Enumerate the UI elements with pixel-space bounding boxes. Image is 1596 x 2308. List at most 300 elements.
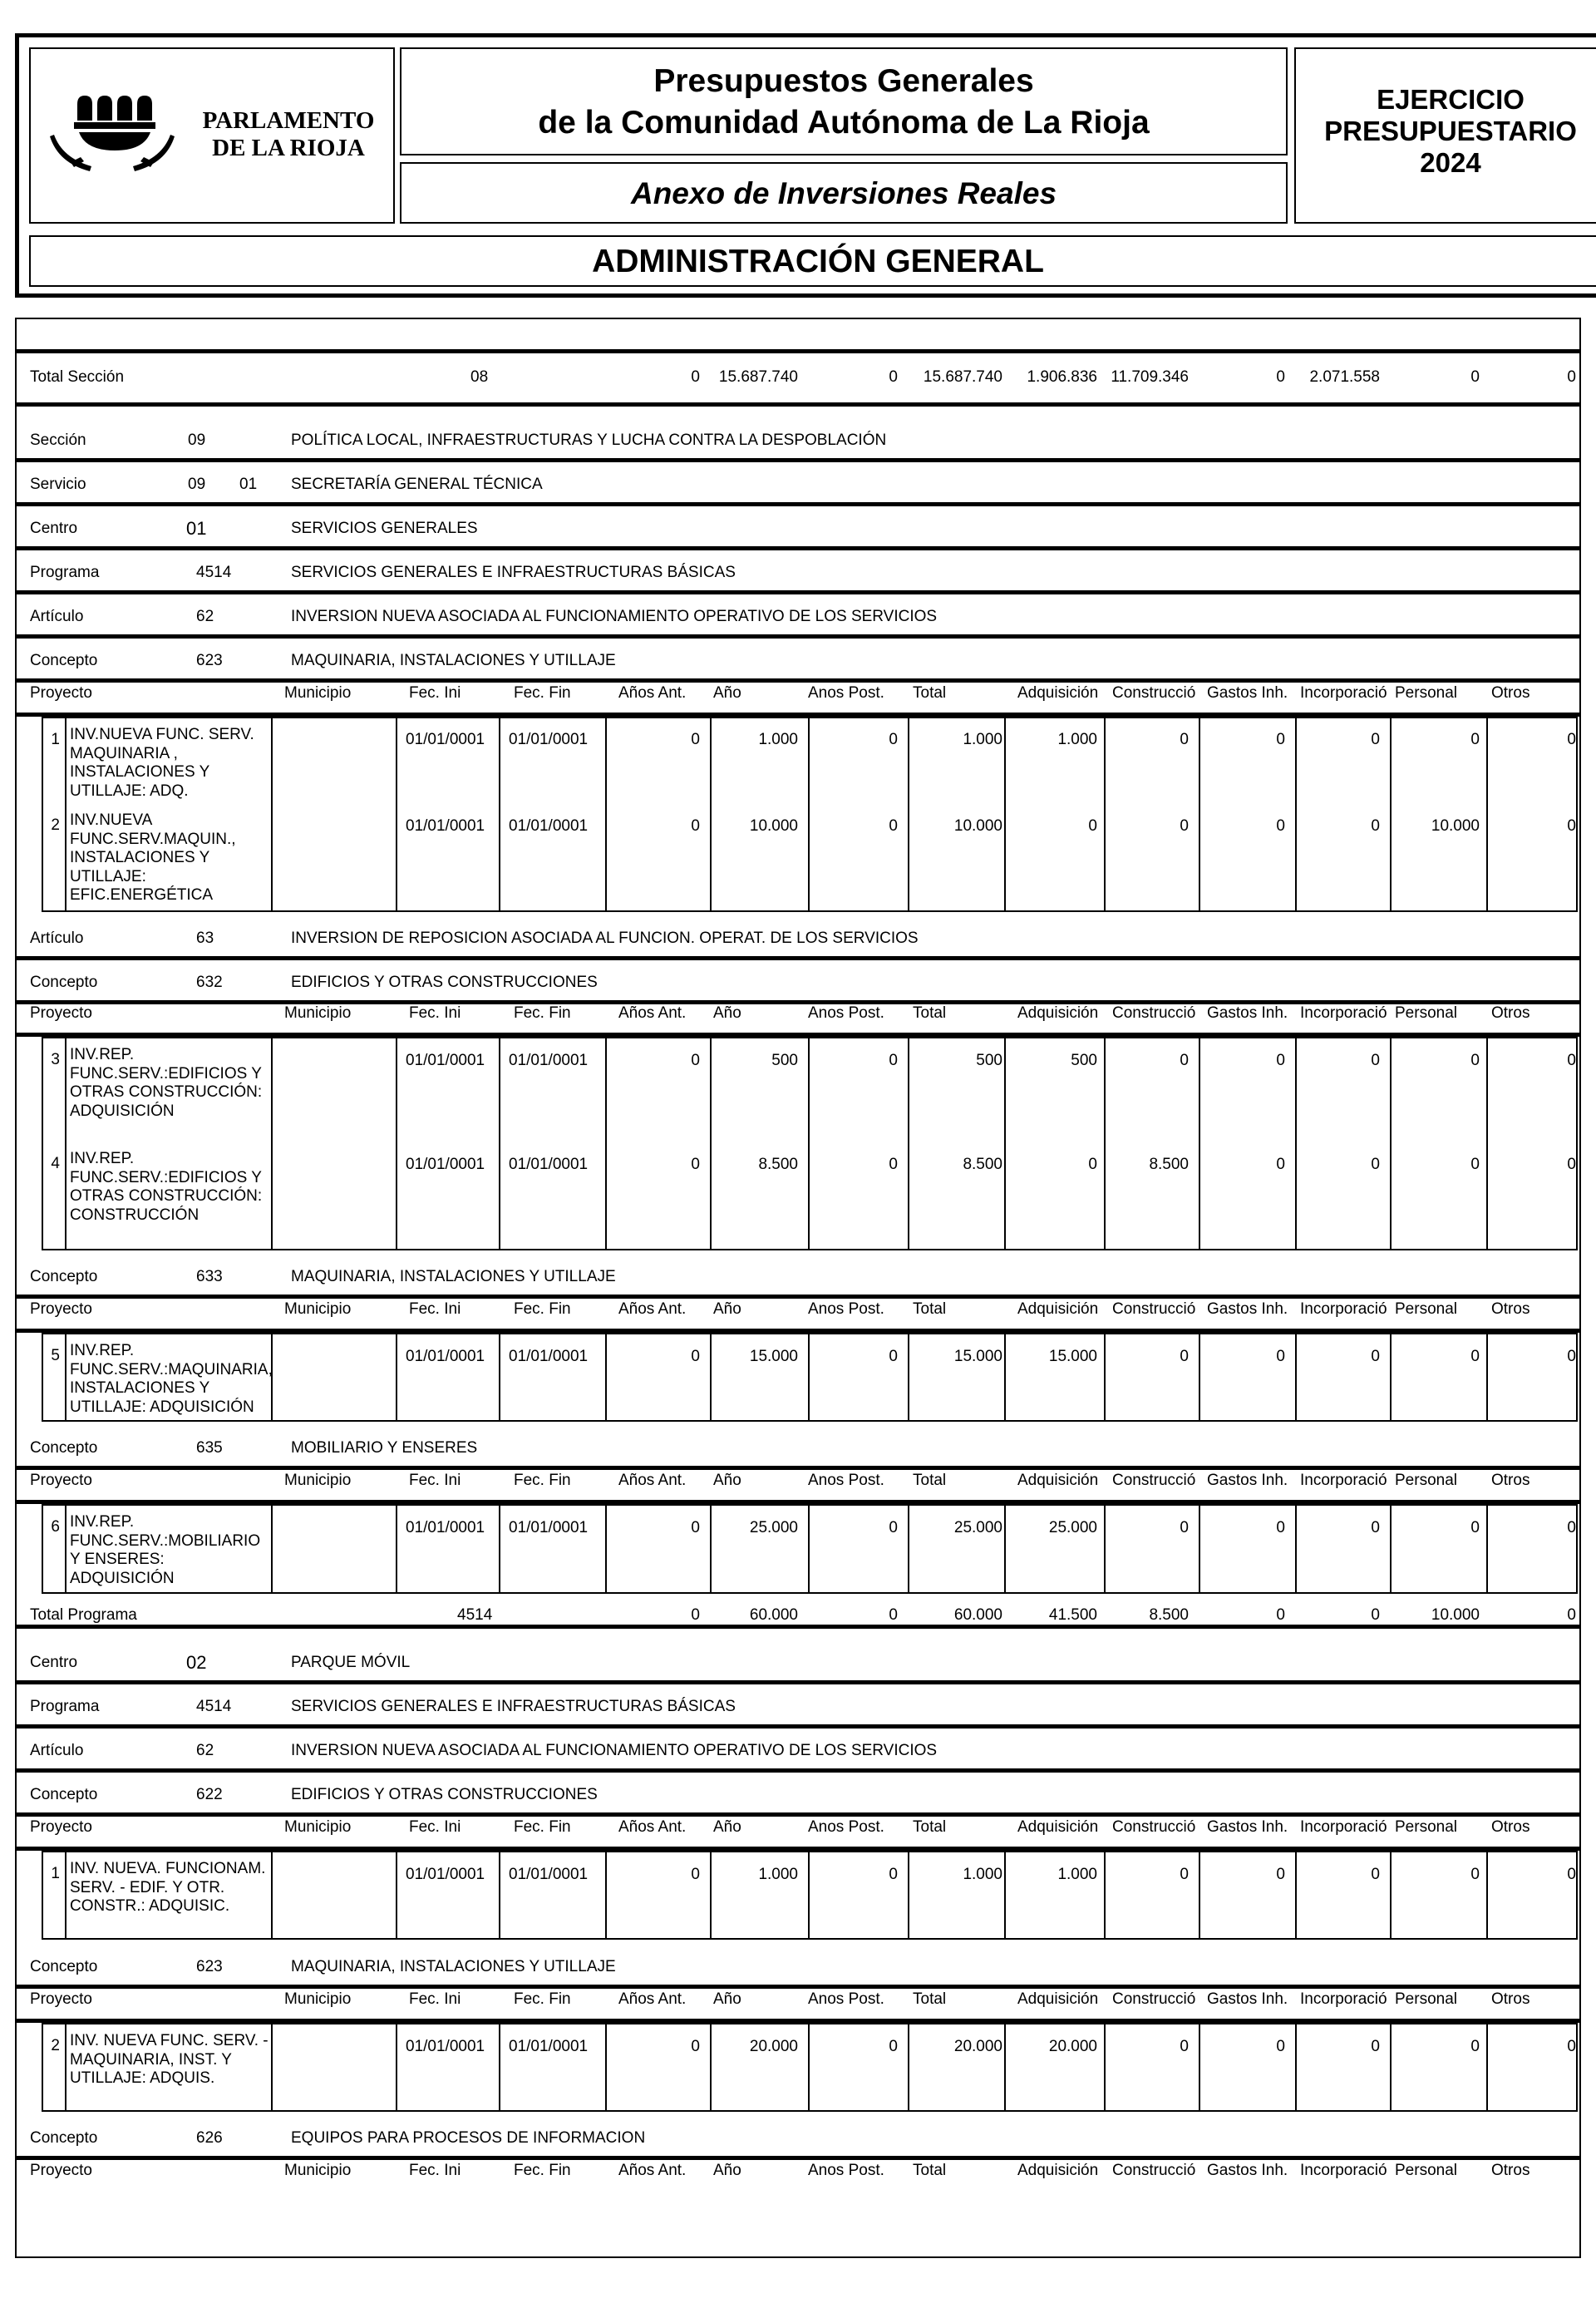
project-value: 0 <box>1276 731 1285 748</box>
project-value: 10.000 <box>749 817 798 835</box>
column-header-gastos: Gastos Inh. <box>1207 1990 1288 2008</box>
row-level-label: Concepto <box>30 1958 98 1975</box>
column-header-ano: Año <box>713 1990 741 2008</box>
row-level-desc: SERVICIOS GENERALES <box>291 520 478 537</box>
project-value: 0 <box>691 1156 700 1173</box>
row-level-code: 635 <box>196 1439 223 1457</box>
project-description: INV.NUEVA FUNC.SERV.MAQUIN., INSTALACIONES Y UTILLAJE: EFIC.ENERGÉTICA <box>70 811 236 904</box>
row-level-desc: MAQUINARIA, INSTALACIONES Y UTILLAJE <box>291 652 616 669</box>
column-header-fec-ini: Fec. Ini <box>409 1472 461 1489</box>
column-header-otros: Otros <box>1491 1990 1530 2008</box>
row-level-desc: MOBILIARIO Y ENSERES <box>291 1439 478 1457</box>
project-value: 0 <box>1567 1866 1576 1883</box>
row-separator <box>17 634 1579 639</box>
column-header-adquisicion: Adquisición <box>1017 1004 1099 1022</box>
column-header-fec-fin: Fec. Fin <box>514 1818 571 1836</box>
row-level-label: Servicio <box>30 476 86 493</box>
project-value: 0 <box>691 1866 700 1883</box>
total-programa-value: 0 <box>889 1606 898 1624</box>
cell-border <box>396 1504 397 1594</box>
parliament-emblem-icon <box>46 89 179 187</box>
row-level-desc: MAQUINARIA, INSTALACIONES Y UTILLAJE <box>291 1268 616 1285</box>
column-header-anos-post: Anos Post. <box>808 1990 884 2008</box>
project-value: 8.500 <box>963 1156 1002 1173</box>
project-value: 25.000 <box>953 1519 1002 1536</box>
total-seccion-value: 0 <box>1470 368 1480 386</box>
logo-line-2: DE LA RIOJA <box>212 135 365 161</box>
project-value: 0 <box>1180 1348 1189 1365</box>
column-header-total: Total <box>913 1472 947 1489</box>
cell-border <box>808 1504 810 1594</box>
column-header-municipio: Municipio <box>284 1990 352 2008</box>
cell-border <box>1390 2023 1392 2112</box>
project-value: 0 <box>1567 1052 1576 1069</box>
column-header-fec-ini: Fec. Ini <box>409 1300 461 1318</box>
column-header-municipio: Municipio <box>284 1300 352 1318</box>
project-value: 1.000 <box>1057 1866 1097 1883</box>
project-value: 0 <box>1088 817 1097 835</box>
total-seccion-code: 08 <box>470 368 489 386</box>
row-level-code: 63 <box>196 930 214 947</box>
cell-border <box>42 717 1576 718</box>
column-header-incorporacion: Incorporació <box>1300 2162 1387 2179</box>
project-value: 0 <box>889 1519 898 1536</box>
column-header-adquisicion: Adquisición <box>1017 1990 1099 2008</box>
project-fec-fin: 01/01/0001 <box>509 731 589 748</box>
cell-border <box>1199 1851 1200 1940</box>
row-level-code: 4514 <box>196 564 232 581</box>
project-fec-fin: 01/01/0001 <box>509 1156 589 1173</box>
column-header-otros: Otros <box>1491 684 1530 702</box>
project-value: 0 <box>1180 2038 1189 2055</box>
row-level-desc: SERVICIOS GENERALES E INFRAESTRUCTURAS BÁSICAS <box>291 1698 736 1715</box>
project-value: 0 <box>1276 1519 1285 1536</box>
cell-border <box>1104 1504 1106 1594</box>
cell-border <box>710 1333 712 1422</box>
cell-border <box>396 717 397 912</box>
row-level-label: Concepto <box>30 1786 98 1803</box>
project-value: 0 <box>691 731 700 748</box>
cell-border <box>808 2023 810 2112</box>
total-seccion-value: 11.709.346 <box>1111 368 1189 386</box>
row-level-code: 01 <box>186 518 207 539</box>
row-level-code: 09 <box>188 476 206 493</box>
project-value: 500 <box>771 1052 798 1069</box>
project-number: 1 <box>51 1865 60 1882</box>
project-number: 2 <box>51 2037 60 2054</box>
total-programa-label: Total Programa <box>30 1606 137 1624</box>
column-header-adquisicion: Adquisición <box>1017 684 1099 702</box>
logo-box <box>29 47 395 224</box>
cell-border <box>710 2023 712 2112</box>
column-header-otros: Otros <box>1491 1818 1530 1836</box>
column-header-adquisicion: Adquisición <box>1017 1472 1099 1489</box>
column-header-anos-post: Anos Post. <box>808 1818 884 1836</box>
project-number: 4 <box>51 1155 60 1172</box>
project-description: INV. NUEVA. FUNCIONAM. SERV. - EDIF. Y OTR. CONSTR.: ADQUISIC. <box>70 1860 266 1915</box>
cell-border <box>42 2110 1576 2112</box>
column-header-proyecto: Proyecto <box>30 1472 92 1489</box>
column-header-construccion: Construcció <box>1112 1990 1196 2008</box>
column-header-personal: Personal <box>1395 684 1457 702</box>
total-programa-value: 10.000 <box>1431 1606 1480 1624</box>
total-seccion-label: Total Sección <box>30 368 125 386</box>
project-value: 8.500 <box>758 1156 798 1173</box>
row-level-desc: MAQUINARIA, INSTALACIONES Y UTILLAJE <box>291 1958 616 1975</box>
column-header-incorporacion: Incorporació <box>1300 1990 1387 2008</box>
project-value: 0 <box>1567 2038 1576 2055</box>
column-header-municipio: Municipio <box>284 684 352 702</box>
ejercicio-line-2: PRESUPUESTARIO <box>1324 116 1577 146</box>
project-value: 0 <box>1276 1052 1285 1069</box>
project-value: 0 <box>1470 731 1480 748</box>
cell-border <box>396 2023 397 2112</box>
project-value: 0 <box>1276 2038 1285 2055</box>
row-level-label: Artículo <box>30 1742 84 1759</box>
column-header-anos-post: Anos Post. <box>808 684 884 702</box>
title-line-1: Presupuestos Generales <box>653 63 1034 99</box>
cell-border <box>1295 1333 1297 1422</box>
column-header-personal: Personal <box>1395 1818 1457 1836</box>
row-level-label: Concepto <box>30 652 98 669</box>
row-separator <box>17 402 1579 407</box>
project-value: 10.000 <box>1431 817 1480 835</box>
column-header-incorporacion: Incorporació <box>1300 1472 1387 1489</box>
row-level-label: Concepto <box>30 1439 98 1457</box>
project-fec-ini: 01/01/0001 <box>406 1348 485 1365</box>
project-value: 0 <box>889 817 898 835</box>
column-header-fec-ini: Fec. Ini <box>409 2162 461 2179</box>
project-value: 0 <box>1276 1866 1285 1883</box>
project-value: 25.000 <box>1048 1519 1097 1536</box>
row-separator <box>17 458 1579 462</box>
row-separator <box>17 956 1579 960</box>
project-value: 0 <box>889 1052 898 1069</box>
project-fec-fin: 01/01/0001 <box>509 1866 589 1883</box>
project-value: 8.500 <box>1149 1156 1189 1173</box>
column-header-total: Total <box>913 2162 947 2179</box>
project-value: 0 <box>1276 817 1285 835</box>
project-fec-fin: 01/01/0001 <box>509 1519 589 1536</box>
report-table <box>15 318 1581 2258</box>
cell-border <box>1295 1504 1297 1594</box>
row-level-label: Centro <box>30 520 78 537</box>
column-header-ano: Año <box>713 2162 741 2179</box>
project-value: 0 <box>1567 1519 1576 1536</box>
project-description: INV.REP. FUNC.SERV.:MOBILIARIO Y ENSERES: ADQUISICIÓN <box>70 1513 261 1587</box>
column-header-construccion: Construcció <box>1112 1300 1196 1318</box>
row-level-code: 09 <box>188 432 206 449</box>
project-value: 1.000 <box>963 731 1002 748</box>
project-fec-ini: 01/01/0001 <box>406 2038 485 2055</box>
section-title: ADMINISTRACIÓN GENERAL <box>29 235 1596 287</box>
column-header-fec-fin: Fec. Fin <box>514 684 571 702</box>
cell-border <box>1576 1504 1578 1594</box>
project-number: 5 <box>51 1347 60 1364</box>
row-level-label: Concepto <box>30 1268 98 1285</box>
column-header-construccion: Construcció <box>1112 1472 1196 1489</box>
column-header-total: Total <box>913 1818 947 1836</box>
column-header-municipio: Municipio <box>284 1004 352 1022</box>
row-separator <box>17 590 1579 594</box>
column-header-construccion: Construcció <box>1112 2162 1196 2179</box>
project-fec-fin: 01/01/0001 <box>509 817 589 835</box>
cell-border <box>1104 2023 1106 2112</box>
column-header-fec-fin: Fec. Fin <box>514 1990 571 2008</box>
row-separator <box>17 1295 1579 1299</box>
row-level-desc: EQUIPOS PARA PROCESOS DE INFORMACION <box>291 2129 646 2147</box>
project-value: 0 <box>1088 1156 1097 1173</box>
total-seccion-value: 0 <box>1567 368 1576 386</box>
project-value: 0 <box>691 817 700 835</box>
row-level-code: 4514 <box>196 1698 232 1715</box>
row-separator <box>17 1985 1579 1989</box>
column-header-incorporacion: Incorporació <box>1300 1818 1387 1836</box>
cell-border <box>1486 1851 1488 1940</box>
row-level-desc: SECRETARÍA GENERAL TÉCNICA <box>291 476 543 493</box>
column-header-fec-fin: Fec. Fin <box>514 2162 571 2179</box>
project-fec-ini: 01/01/0001 <box>406 1052 485 1069</box>
cell-border <box>499 1333 500 1422</box>
project-value: 0 <box>691 2038 700 2055</box>
total-programa-value: 60.000 <box>749 1606 798 1624</box>
cell-border <box>271 717 273 912</box>
project-value: 1.000 <box>758 731 798 748</box>
cell-border <box>808 1333 810 1422</box>
cell-border <box>42 2023 1576 2024</box>
cell-border <box>499 1037 500 1250</box>
cell-border <box>710 1504 712 1594</box>
project-value: 0 <box>1567 731 1576 748</box>
column-header-ano: Año <box>713 1004 741 1022</box>
column-header-incorporacion: Incorporació <box>1300 1004 1387 1022</box>
project-value: 0 <box>691 1519 700 1536</box>
cell-border <box>271 1851 273 1940</box>
column-header-gastos: Gastos Inh. <box>1207 1818 1288 1836</box>
column-header-total: Total <box>913 1004 947 1022</box>
row-level-label: Sección <box>30 432 86 449</box>
report-header <box>15 33 1596 298</box>
cell-border <box>1390 1851 1392 1940</box>
row-level-desc: SERVICIOS GENERALES E INFRAESTRUCTURAS BÁSICAS <box>291 564 736 581</box>
column-header-anos-ant: Años Ant. <box>618 2162 687 2179</box>
column-header-anos-ant: Años Ant. <box>618 1818 687 1836</box>
project-number: 2 <box>51 816 60 834</box>
column-header-anos-ant: Años Ant. <box>618 1472 687 1489</box>
cell-border <box>396 1851 397 1940</box>
cell-border <box>1576 2023 1578 2112</box>
project-fec-ini: 01/01/0001 <box>406 1866 485 1883</box>
cell-border <box>1576 1851 1578 1940</box>
column-header-anos-ant: Años Ant. <box>618 1004 687 1022</box>
column-header-municipio: Municipio <box>284 1472 352 1489</box>
column-header-anos-post: Anos Post. <box>808 1472 884 1489</box>
column-header-proyecto: Proyecto <box>30 1990 92 2008</box>
cell-border <box>1199 2023 1200 2112</box>
cell-border <box>271 2023 273 2112</box>
project-value: 0 <box>1470 1052 1480 1069</box>
project-description: INV.REP. FUNC.SERV.:EDIFICIOS Y OTRAS CONSTRUCCIÓN: CONSTRUCCIÓN <box>70 1150 263 1224</box>
project-value: 0 <box>1371 1519 1380 1536</box>
cell-border <box>1004 1851 1006 1940</box>
column-header-anos-post: Anos Post. <box>808 1004 884 1022</box>
column-header-otros: Otros <box>1491 1300 1530 1318</box>
column-header-ano: Año <box>713 1472 741 1489</box>
column-header-anos-post: Anos Post. <box>808 2162 884 2179</box>
cell-border <box>605 2023 607 2112</box>
total-programa-value: 0 <box>1371 1606 1380 1624</box>
cell-border <box>1486 2023 1488 2112</box>
project-number: 1 <box>51 731 60 748</box>
row-level-code: 62 <box>196 1742 214 1759</box>
cell-border <box>710 1851 712 1940</box>
row-level-desc: EDIFICIOS Y OTRAS CONSTRUCCIONES <box>291 974 598 991</box>
ejercicio-year: 2024 <box>1420 147 1481 178</box>
cell-border <box>908 1333 909 1422</box>
project-value: 15.000 <box>749 1348 798 1365</box>
project-fec-ini: 01/01/0001 <box>406 817 485 835</box>
column-header-ano: Año <box>713 1300 741 1318</box>
row-separator <box>17 1812 1579 1817</box>
column-header-personal: Personal <box>1395 1990 1457 2008</box>
column-header-gastos: Gastos Inh. <box>1207 2162 1288 2179</box>
project-value: 0 <box>1180 1519 1189 1536</box>
row-level-code: 62 <box>196 608 214 625</box>
cell-border <box>1004 2023 1006 2112</box>
cell-border <box>65 1037 66 1250</box>
cell-border <box>1390 1333 1392 1422</box>
project-number: 6 <box>51 1518 60 1536</box>
project-fec-ini: 01/01/0001 <box>406 731 485 748</box>
total-programa-value: 0 <box>691 1606 700 1624</box>
row-separator <box>17 546 1579 550</box>
cell-border <box>396 1333 397 1422</box>
project-value: 0 <box>1276 1348 1285 1365</box>
column-header-gastos: Gastos Inh. <box>1207 684 1288 702</box>
project-number: 3 <box>51 1051 60 1068</box>
row-level-label: Programa <box>30 564 100 581</box>
cell-border <box>808 1851 810 1940</box>
column-header-ano: Año <box>713 684 741 702</box>
column-header-fec-ini: Fec. Ini <box>409 684 461 702</box>
row-level-code: 633 <box>196 1268 223 1285</box>
column-header-proyecto: Proyecto <box>30 684 92 702</box>
project-value: 0 <box>691 1348 700 1365</box>
column-header-personal: Personal <box>1395 1300 1457 1318</box>
row-level-label: Programa <box>30 1698 100 1715</box>
cell-border <box>1004 1504 1006 1594</box>
row-level-code: 623 <box>196 1958 223 1975</box>
project-value: 0 <box>1470 1156 1480 1173</box>
project-value: 0 <box>1276 1156 1285 1173</box>
project-value: 0 <box>1371 1156 1380 1173</box>
project-value: 0 <box>1371 2038 1380 2055</box>
cell-border <box>1104 1333 1106 1422</box>
cell-border <box>65 1851 66 1940</box>
project-value: 0 <box>1470 1348 1480 1365</box>
column-header-proyecto: Proyecto <box>30 2162 92 2179</box>
cell-border <box>65 717 66 912</box>
row-level-label: Concepto <box>30 974 98 991</box>
project-fec-fin: 01/01/0001 <box>509 1052 589 1069</box>
title-box <box>400 47 1288 155</box>
column-header-incorporacion: Incorporació <box>1300 1300 1387 1318</box>
cell-border <box>42 1037 1576 1038</box>
project-value: 1.000 <box>1057 731 1097 748</box>
column-header-adquisicion: Adquisición <box>1017 2162 1099 2179</box>
project-value: 15.000 <box>1048 1348 1097 1365</box>
total-programa-value: 0 <box>1276 1606 1285 1624</box>
cell-border <box>396 1037 397 1250</box>
project-description: INV. NUEVA FUNC. SERV. - MAQUINARIA, INST. Y UTILLAJE: ADQUIS. <box>70 2032 268 2087</box>
project-value: 0 <box>1180 817 1189 835</box>
project-value: 0 <box>1371 1052 1380 1069</box>
column-header-construccion: Construcció <box>1112 1818 1196 1836</box>
total-seccion-value: 2.071.558 <box>1309 368 1380 386</box>
cell-border <box>1576 1037 1578 1250</box>
project-value: 0 <box>889 1348 898 1365</box>
project-fec-fin: 01/01/0001 <box>509 1348 589 1365</box>
row-separator <box>17 1625 1579 1629</box>
project-description: INV.NUEVA FUNC. SERV. MAQUINARIA , INSTALACIONES Y UTILLAJE: ADQ. <box>70 726 254 800</box>
cell-border <box>1486 1333 1488 1422</box>
project-value: 0 <box>691 1052 700 1069</box>
row-level-desc: INVERSION NUEVA ASOCIADA AL FUNCIONAMIENTO OPERATIVO DE LOS SERVICIOS <box>291 1742 938 1759</box>
project-value: 10.000 <box>953 817 1002 835</box>
column-header-anos-ant: Años Ant. <box>618 684 687 702</box>
project-value: 25.000 <box>749 1519 798 1536</box>
project-fec-ini: 01/01/0001 <box>406 1156 485 1173</box>
cell-border <box>42 1420 1576 1422</box>
project-value: 0 <box>1470 1519 1480 1536</box>
column-header-personal: Personal <box>1395 1004 1457 1022</box>
project-description: INV.REP. FUNC.SERV.:MAQUINARIA, INSTALACIONES Y UTILLAJE: ADQUISICIÓN <box>70 1342 273 1416</box>
project-fec-ini: 01/01/0001 <box>406 1519 485 1536</box>
cell-border <box>605 1504 607 1594</box>
project-value: 0 <box>1371 817 1380 835</box>
ejercicio-box <box>1294 47 1596 224</box>
project-value: 20.000 <box>953 2038 1002 2055</box>
project-value: 1.000 <box>758 1866 798 1883</box>
total-programa-code: 4514 <box>457 1606 493 1624</box>
column-header-municipio: Municipio <box>284 1818 352 1836</box>
project-value: 0 <box>1371 1348 1380 1365</box>
cell-border <box>271 1504 273 1594</box>
row-separator <box>17 1466 1579 1470</box>
column-header-total: Total <box>913 1300 947 1318</box>
row-separator <box>17 502 1579 506</box>
column-header-fec-fin: Fec. Fin <box>514 1300 571 1318</box>
project-value: 0 <box>1180 731 1189 748</box>
column-header-anos-ant: Años Ant. <box>618 1300 687 1318</box>
project-fec-fin: 01/01/0001 <box>509 2038 589 2055</box>
row-level-label: Centro <box>30 1654 78 1671</box>
total-seccion-value: 0 <box>1276 368 1285 386</box>
logo-text <box>189 107 388 162</box>
row-level-label: Artículo <box>30 930 84 947</box>
cell-border <box>1104 1851 1106 1940</box>
project-value: 1.000 <box>963 1866 1002 1883</box>
project-value: 0 <box>1470 2038 1480 2055</box>
row-separator <box>17 1724 1579 1729</box>
column-header-otros: Otros <box>1491 2162 1530 2179</box>
cell-border <box>499 717 500 912</box>
total-seccion-value: 0 <box>889 368 898 386</box>
cell-border <box>42 1333 1576 1334</box>
row-separator <box>17 678 1579 683</box>
cell-border <box>1576 1333 1578 1422</box>
total-seccion-value: 1.906.836 <box>1027 368 1097 386</box>
